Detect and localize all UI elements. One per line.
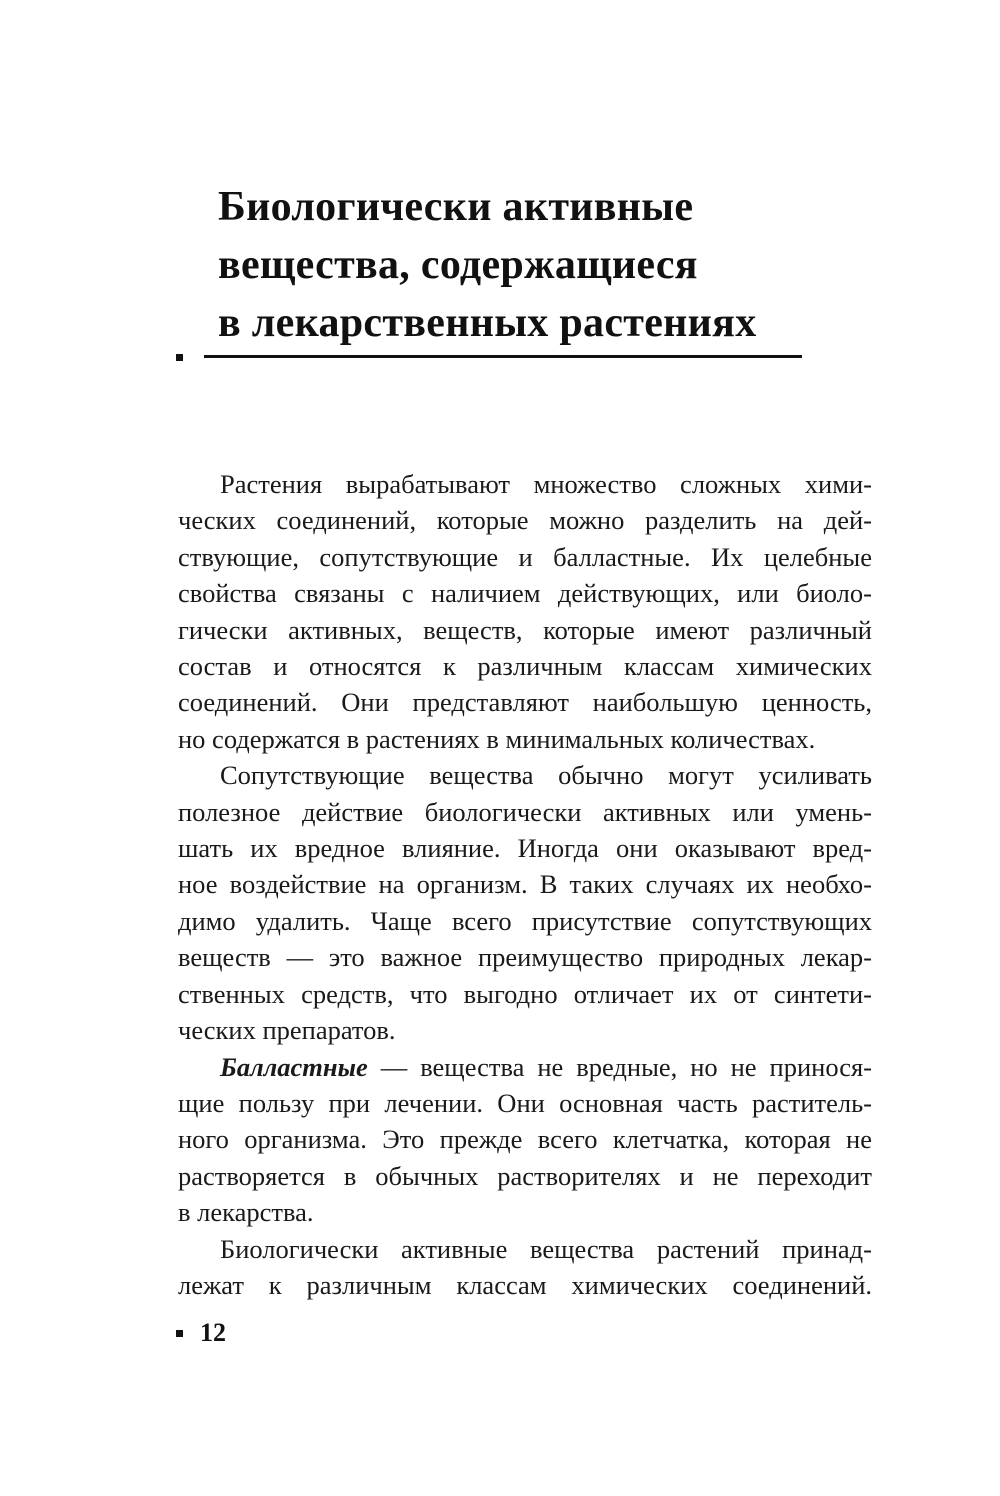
paragraph — [178, 1231, 872, 1304]
text-line: Биологически активные вещества растений принад- — [220, 1233, 872, 1264]
text-line: соединений. Они представляют наибольшую ценность, — [178, 687, 872, 718]
title-divider — [204, 355, 802, 358]
title-bullet-marker — [176, 354, 183, 361]
text-line: димо удалить. Чаще всего присутствие сопутствующих — [178, 905, 872, 936]
text-line: ческих препаратов. — [178, 1015, 396, 1046]
text-line: полезное действие биологически активных или умень- — [178, 796, 872, 827]
chapter-title-line: Биологически активные — [218, 184, 694, 230]
chapter-title-line: вещества, содержащиеся — [218, 242, 698, 288]
text-line: свойства связаны с наличием действующих, или биоло- — [178, 578, 872, 609]
chapter-title-line: в лекарственных растениях — [218, 300, 757, 346]
chapter-title — [218, 178, 838, 352]
body-text — [178, 466, 872, 1303]
text-line: ное воздействие на организм. В таких случаях их необхо- — [178, 869, 872, 900]
text-line: растворяется в обычных растворителях и не переходит — [178, 1160, 872, 1191]
paragraph — [178, 1049, 872, 1231]
text-line: шать их вредное влияние. Иногда они оказывают вред- — [178, 833, 872, 864]
text-line: Растения вырабатывают множество сложных хими- — [220, 469, 872, 499]
term-highlight: Балластные — [220, 1051, 368, 1082]
paragraph — [178, 757, 872, 1048]
text-line: веществ — это важное преимущество природных лекар- — [178, 942, 872, 973]
text-line: гически активных, веществ, которые имеют различный — [178, 614, 872, 645]
text-line — [178, 1049, 872, 1085]
text-fragment: — вещества не вредные, но не принося- — [367, 1051, 872, 1082]
text-line: состав и относятся к различным классам химических — [178, 651, 872, 682]
text-line: ческих соединений, которые можно разделить на дей- — [178, 505, 872, 536]
text-line: ственных средств, что выгодно отличает их от синтети- — [178, 978, 872, 1009]
footer-bullet-marker — [176, 1330, 183, 1337]
text-line: но содержатся в растениях в минимальных количествах. — [178, 723, 816, 754]
text-line: ствующие, сопутствующие и балластные. Их целебные — [178, 541, 872, 572]
text-line: лежат к различным классам химических соединений. — [178, 1269, 872, 1300]
text-line: ного организма. Это прежде всего клетчатка, которая не — [178, 1124, 872, 1155]
paragraph — [178, 466, 872, 757]
text-line: щие пользу при лечении. Они основная часть раститель- — [178, 1087, 872, 1118]
page-number: 12 — [200, 1318, 226, 1347]
text-line: Сопутствующие вещества обычно могут усиливать — [220, 760, 872, 791]
text-line: в лекарства. — [178, 1197, 314, 1228]
